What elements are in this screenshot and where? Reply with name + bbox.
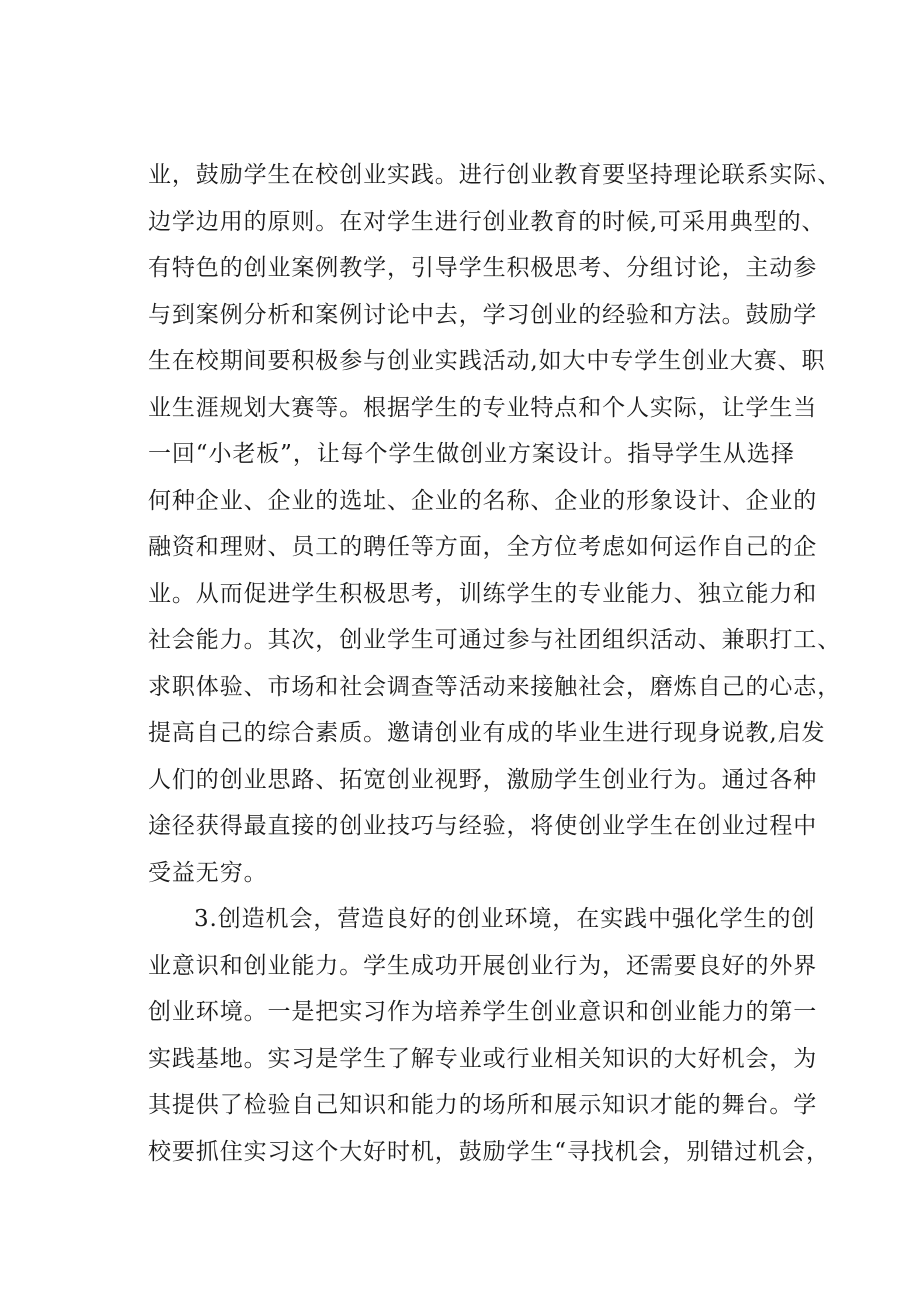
text-line: 与到案例分析和案例讨论中去，学习创业的经验和方法。鼓励学 [148, 301, 818, 328]
text-line: 业意识和创业能力。学生成功开展创业行为，还需要良好的外界 [148, 952, 818, 979]
text-line: 其提供了检验自己知识和能力的场所和展示知识才能的舞台。学 [148, 1092, 818, 1118]
body-text [148, 152, 842, 1175]
text-line: 一回“小老板”，让每个学生做创业方案设计。指导学生从选择 [148, 441, 795, 467]
text-line: 途径获得最直接的创业技巧与经验，将使创业学生在创业过程中 [148, 813, 818, 839]
text-line: 校要抓住实习这个大好时机，鼓励学生“寻找机会，别错过机会， [148, 1138, 830, 1165]
text-line: 人们的创业思路、拓宽创业视野，激励学生创业行为。通过各种 [148, 766, 818, 793]
text-line: 社会能力。其次，创业学生可通过参与社团组织活动、兼职打工、 [148, 627, 842, 653]
text-line: 受益无穷。 [148, 859, 268, 886]
text-line: 何种企业、企业的选址、企业的名称、企业的形象设计、企业的 [148, 487, 818, 514]
text-line: 融资和理财、员工的聘任等方面，全方位考虑如何运作自己的企 [148, 534, 818, 560]
section-heading-line: 3.创造机会，营造良好的创业环境，在实践中强化学生的创 [194, 906, 816, 932]
text-line: 生在校期间要积极参与创业实践活动,如大中专学生创业大赛、职 [148, 348, 826, 374]
text-line: 边学边用的原则。在对学生进行创业教育的时候,可采用典型的、 [148, 208, 826, 235]
text-line: 实践基地。实习是学生了解专业或行业相关知识的大好机会，为 [148, 1045, 818, 1072]
text-line: 业，鼓励学生在校创业实践。进行创业教育要坚持理论联系实际、 [148, 162, 842, 188]
text-line: 创业环境。一是把实习作为培养学生创业意识和创业能力的第一 [148, 999, 818, 1025]
text-line: 有特色的创业案例教学，引导学生积极思考、分组讨论，主动参 [148, 255, 818, 281]
text-line: 提高自己的综合素质。邀请创业有成的毕业生进行现身说教,启发 [148, 720, 826, 746]
text-line: 业。从而促进学生积极思考，训练学生的专业能力、独立能力和 [148, 580, 818, 607]
text-line: 业生涯规划大赛等。根据学生的专业特点和个人实际，让学生当 [148, 394, 818, 421]
text-line: 求职体验、市场和社会调查等活动来接触社会，磨炼自己的心志， [148, 673, 842, 700]
